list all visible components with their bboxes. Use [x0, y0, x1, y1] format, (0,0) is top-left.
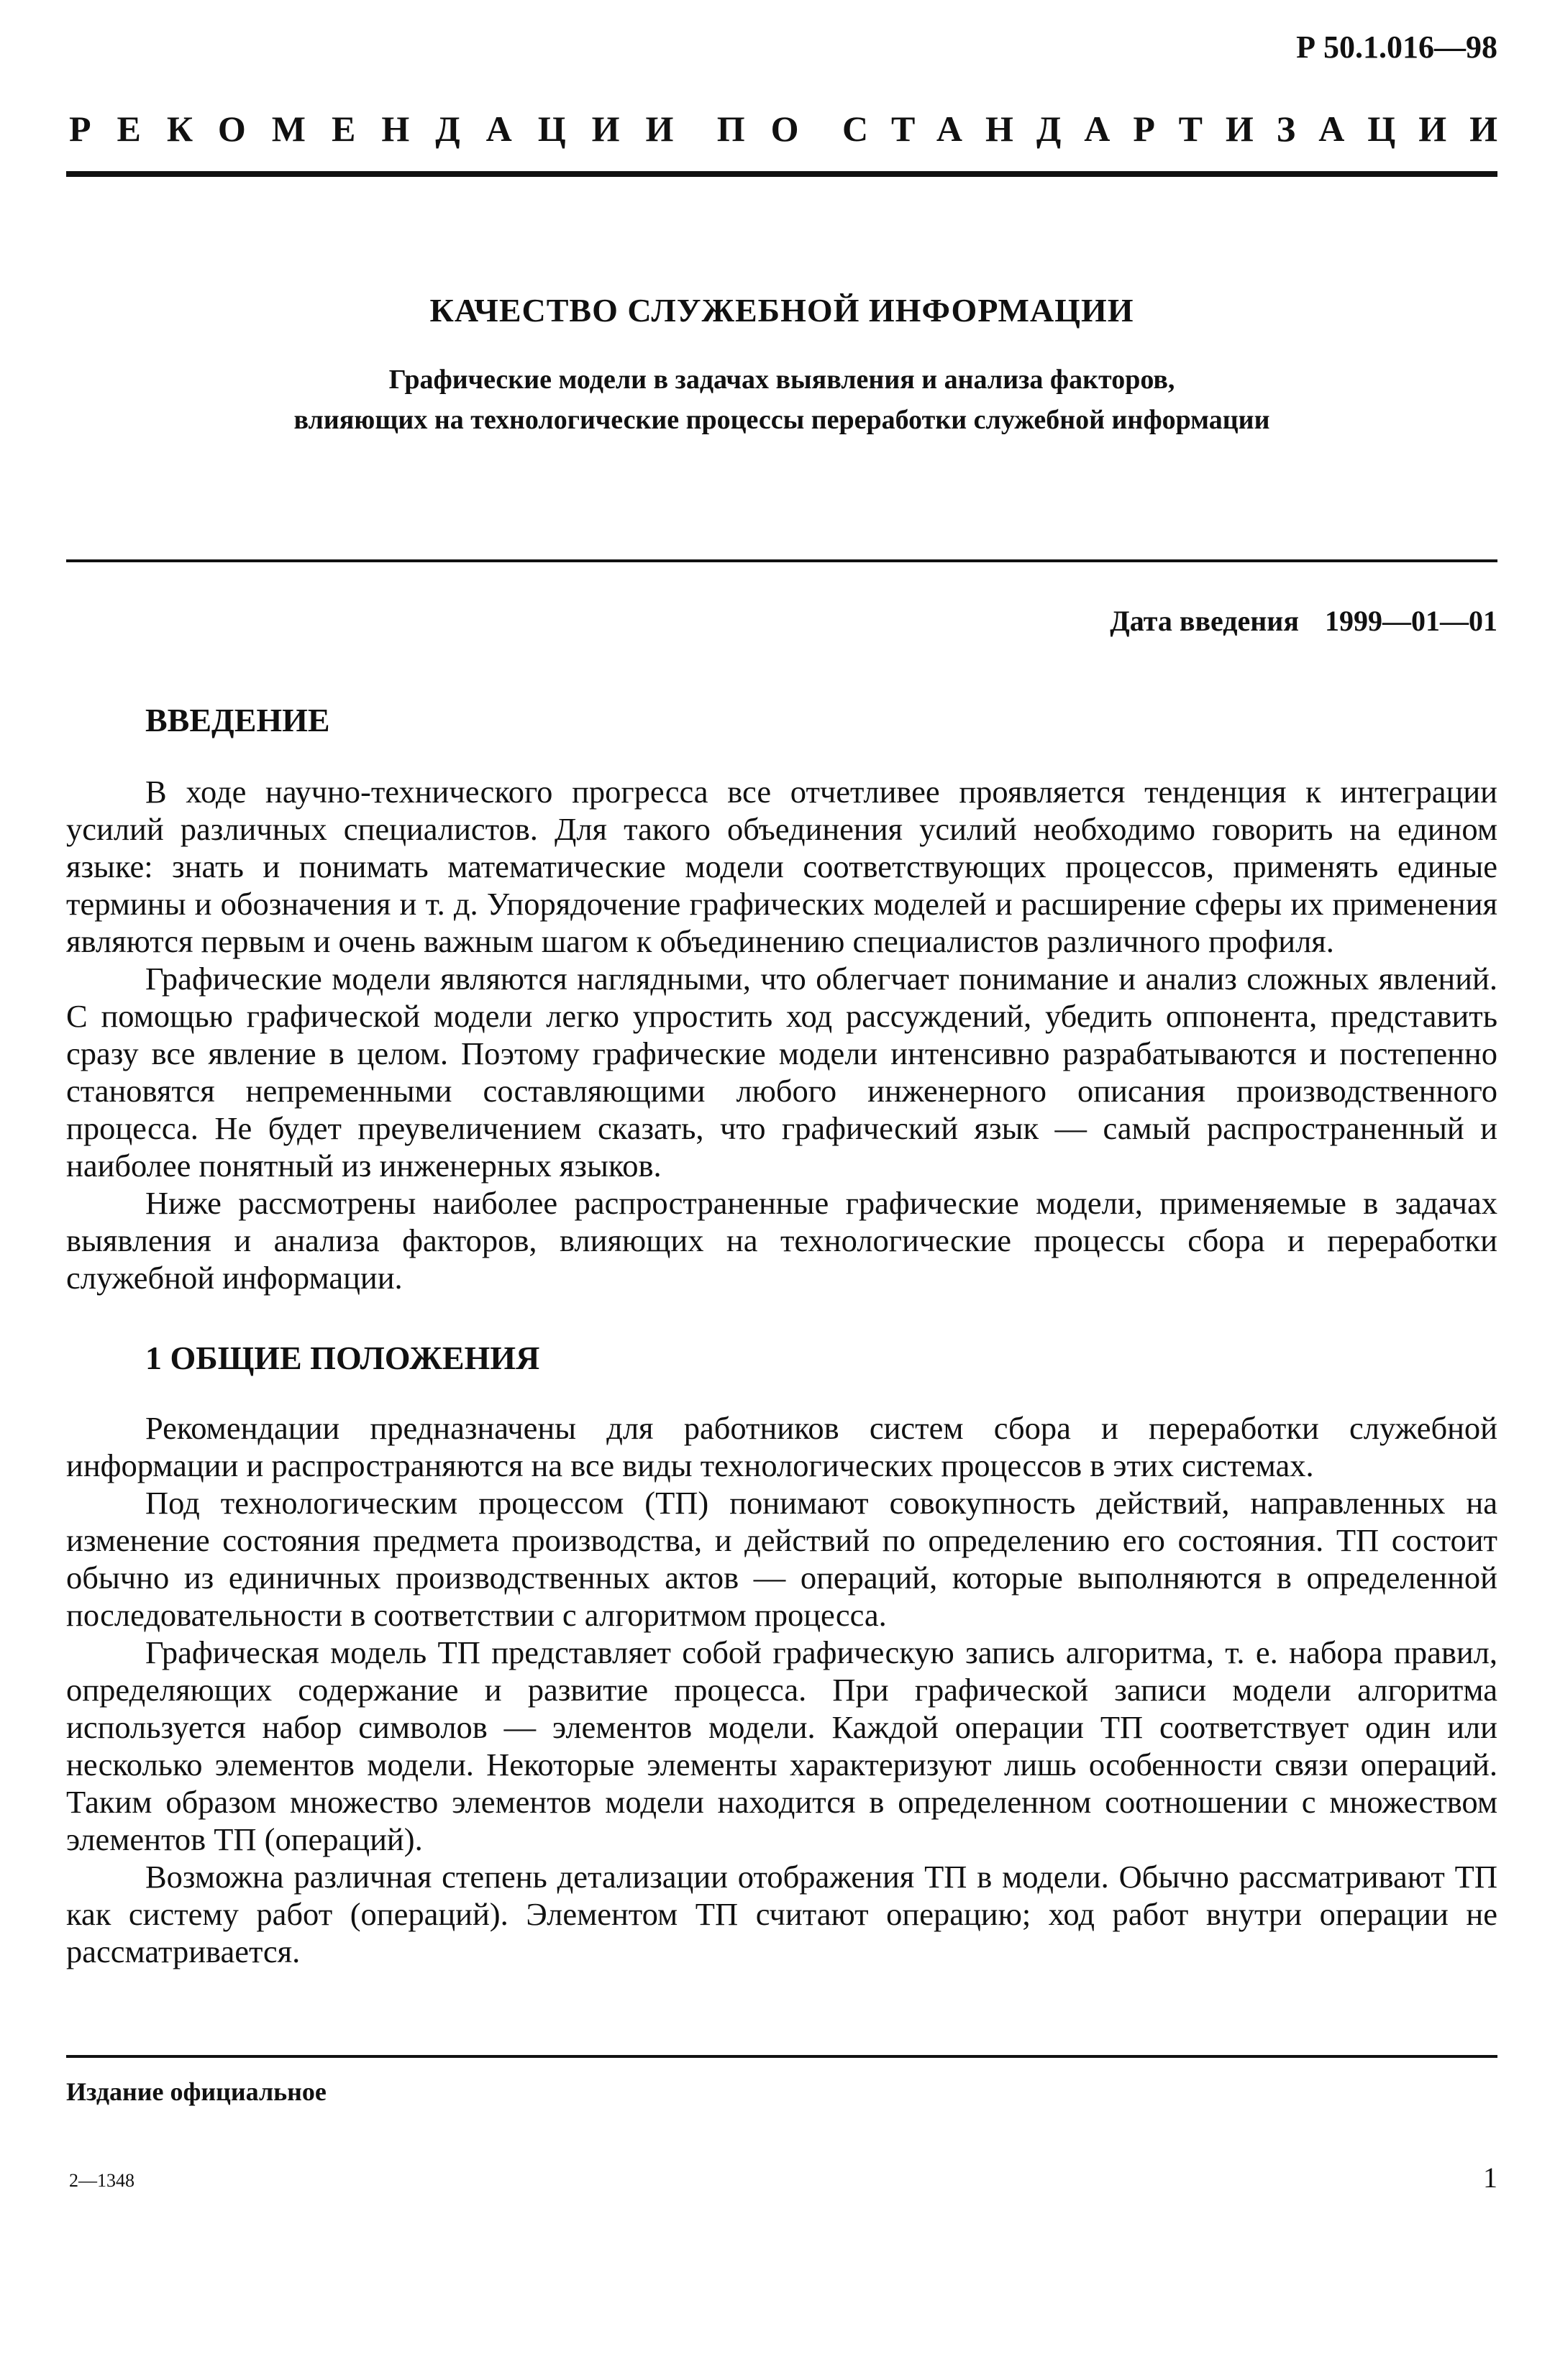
official-edition-label: Издание официальное	[66, 2077, 327, 2106]
header-rule	[66, 171, 1497, 177]
subtitle-line: влияющих на технологические процессы переработки служебной информации	[293, 405, 1270, 435]
page-number: 1	[1483, 2161, 1497, 2194]
intro-date-label: Дата введения	[1110, 605, 1299, 637]
introduction-text	[66, 773, 1497, 1296]
paragraph: В ходе научно-технического прогресса все отчетливее проявляется тенденция к интеграции усилий различных специалистов. Для такого объединения усилий необходимо говорить на едином языке: знать и понимать математические модели соответствующих процессов, применять единые термины и обозначения и т. д. Упорядочение графических моделей и расширение сферы их применения являются первым и очень важным шагом к объединению специалистов различного профиля.	[66, 774, 1497, 959]
paragraph: Графические модели являются наглядными, что облегчает понимание и анализ сложных явлений. С помощью графической модели легко упростить ход рассуждений, убедить оппонента, представить сразу все явление в целом. Поэтому графические модели интенсивно разрабатываются и постепенно становятся непременными составляющими любого инженерного описания производственного процесса. Не будет преувеличением сказать, что графический язык — самый распространенный и наиболее понятный из инженерных языков.	[66, 961, 1497, 1184]
document-title: КАЧЕСТВО СЛУЖЕБНОЙ ИНФОРМАЦИИ	[429, 292, 1134, 329]
series-word: РЕКОМЕНДАЦИИ	[69, 109, 700, 149]
intro-date-value: 1999—01—01	[1325, 605, 1497, 637]
series-word: ПО	[716, 109, 825, 149]
footer-rule	[66, 2055, 1497, 2058]
document-code: Р 50.1.016—98	[1296, 29, 1497, 65]
document-subtitle	[66, 360, 1497, 440]
paragraph: Ниже рассмотрены наиболее распространенные графические модели, применяемые в задачах выявления и анализа факторов, влияющих на технологические процессы сбора и переработки служебной информации.	[66, 1185, 1497, 1296]
section-text	[66, 1409, 1497, 1970]
series-title	[69, 108, 1520, 150]
paragraph: Графическая модель ТП представляет собой графическую запись алгоритма, т. е. набора правил, определяющих содержание и развитие процесса. При графической записи модели алгоритма используется набор символов — элементов модели. Каждой операции ТП соответствует один или несколько элементов модели. Некоторые элементы характеризуют лишь особенности связи операций. Таким образом множество элементов модели находится в определенном соотношении с множеством элементов ТП (операций).	[66, 1634, 1497, 1857]
title-rule	[66, 559, 1497, 562]
subtitle-line: Графические модели в задачах выявления и анализа факторов,	[388, 365, 1175, 395]
introduction-date	[1110, 604, 1497, 638]
paragraph: Возможна различная степень детализации отображения ТП в модели. Обычно рассматривают ТП как систему работ (операций). Элементом ТП считают операцию; ход работ внутри операции не рассматривается.	[66, 1859, 1497, 1969]
series-word: СТАНДАРТИЗАЦИИ	[842, 109, 1520, 149]
paragraph: Рекомендации предназначены для работников систем сбора и переработки служебной информации и распространяются на все виды технологических процессов в этих системах.	[66, 1410, 1497, 1483]
paragraph: Под технологическим процессом (ТП) понимают совокупность действий, направленных на изменение состояния предмета производства, и действий по определению его состояния. ТП состоит обычно из единичных производственных актов — операций, которые выполняются в определенной последовательности в соответствии с алгоритмом процесса.	[66, 1485, 1497, 1633]
introduction-heading: ВВЕДЕНИЕ	[145, 702, 330, 738]
section-heading: 1 ОБЩИЕ ПОЛОЖЕНИЯ	[145, 1340, 540, 1376]
print-number: 2—1348	[69, 2170, 134, 2191]
